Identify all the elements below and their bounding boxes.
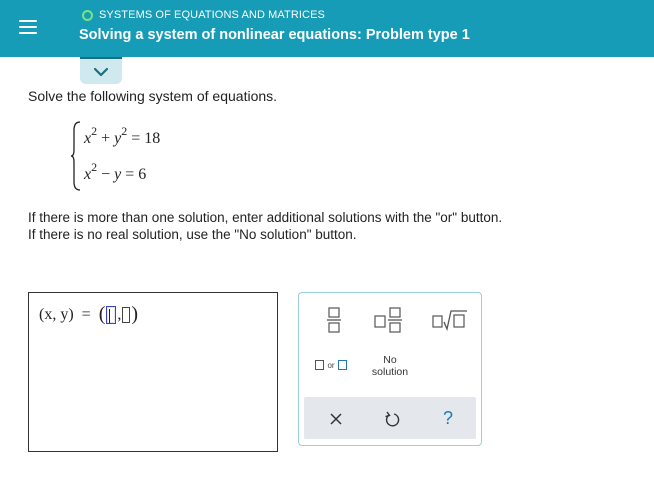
header-bar (0, 0, 654, 57)
square-root-icon (432, 309, 468, 331)
page-title: Solving a system of nonlinear equations: Problem type 1 (79, 27, 470, 43)
help-button[interactable] (436, 405, 460, 431)
fraction-icon (327, 307, 341, 333)
answer-label: (x, y) (39, 305, 74, 323)
nth-root-button[interactable] (431, 307, 469, 333)
x-value-slot[interactable] (106, 306, 116, 324)
or-label: or (327, 360, 335, 370)
equation-system (70, 120, 210, 192)
eq1-exp-b: 2 (121, 124, 128, 138)
or-button[interactable] (311, 353, 351, 377)
y-value-slot[interactable] (122, 307, 130, 323)
status-circle-icon (82, 10, 93, 21)
no-solution-button[interactable] (365, 353, 415, 379)
eq1-exp-a: 2 (91, 124, 98, 138)
brace-icon (70, 120, 82, 192)
close-paren: ) (131, 303, 139, 325)
fraction-button[interactable] (321, 305, 347, 335)
undo-button[interactable] (380, 407, 404, 431)
instruction-or: If there is more than one solution, enter additional solutions with the "or" button. (28, 210, 503, 225)
equation-2 (84, 160, 147, 184)
eq1-rhs: = 18 (131, 130, 161, 147)
no-solution-label-2: solution (371, 366, 409, 378)
mixed-number-icon (374, 307, 404, 333)
open-paren: ( (98, 303, 106, 325)
text-cursor (109, 309, 110, 323)
eq1-operator: + (101, 130, 111, 147)
collapse-toggle-button[interactable] (80, 57, 122, 84)
or-right-box-icon (338, 360, 347, 370)
problem-prompt: Solve the following system of equations. (28, 88, 278, 104)
eq1-var-a: x (84, 130, 92, 147)
help-icon: ? (442, 407, 453, 428)
chevron-down-icon (93, 67, 109, 77)
eq2-var-b: y (114, 166, 122, 183)
undo-icon (384, 411, 400, 427)
menu-icon[interactable] (16, 15, 40, 39)
or-left-box-icon (315, 360, 324, 370)
eq2-operator: − (101, 166, 111, 183)
comma: , (117, 305, 122, 323)
clear-icon (330, 413, 342, 425)
math-keypad (298, 292, 482, 446)
equation-1 (84, 124, 161, 148)
no-solution-label-1: No (383, 354, 397, 366)
topic-row (82, 9, 325, 21)
clear-button[interactable] (324, 407, 348, 431)
eq2-exp-a: 2 (91, 160, 98, 174)
eq1-var-b: y (114, 130, 122, 147)
eq2-var-a: x (84, 166, 92, 183)
topic-label: SYSTEMS OF EQUATIONS AND MATRICES (99, 9, 325, 21)
answer-expression (39, 303, 138, 326)
mixed-number-button[interactable] (371, 305, 407, 335)
keypad-action-bar (304, 397, 476, 439)
eq2-rhs: = 6 (125, 166, 147, 183)
answer-input-area[interactable] (28, 292, 278, 452)
instructions (28, 209, 502, 243)
instruction-no-solution: If there is no real solution, use the "No solution" button. (28, 227, 357, 242)
answer-equals: = (81, 305, 91, 323)
